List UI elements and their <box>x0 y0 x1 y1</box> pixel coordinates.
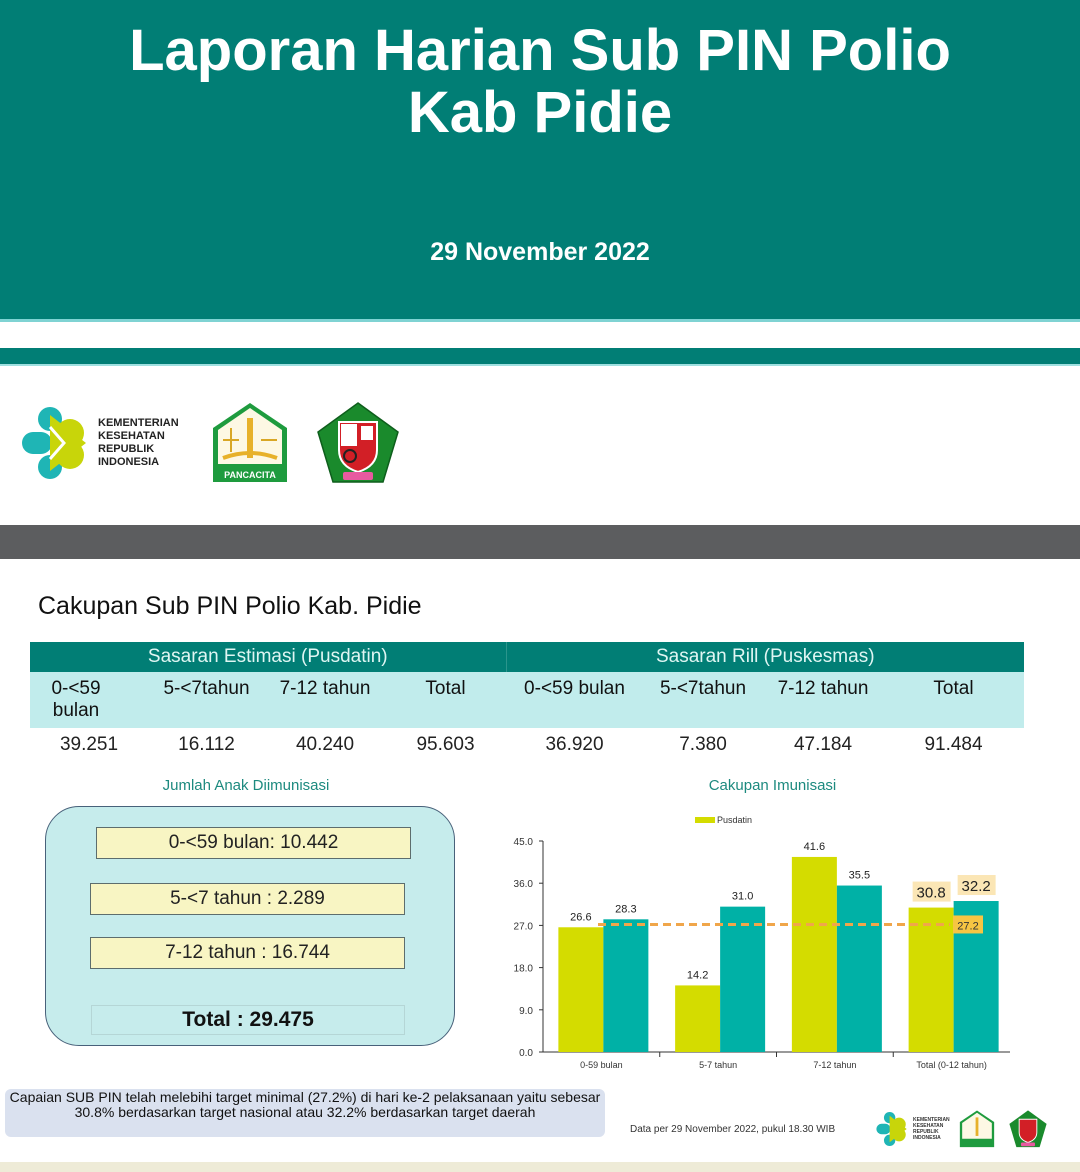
y-tick-label: 45.0 <box>513 837 533 848</box>
x-tick-label: 7-12 tahun <box>813 1060 857 1070</box>
legend-label: Pusdatin <box>717 815 753 825</box>
legend-swatch <box>695 817 715 823</box>
kemenkes-logo-icon <box>20 405 90 481</box>
divider-band <box>0 348 1080 366</box>
bar-value-label: 41.6 <box>803 840 826 853</box>
target-label: 27.2 <box>957 920 979 933</box>
kemenkes-line: KEMENTERIAN <box>913 1117 950 1123</box>
column-header: 5-<7tahun <box>643 672 763 728</box>
x-tick-label: Total (0-12 tahun) <box>916 1060 987 1070</box>
bar-value-label: 31.0 <box>731 890 754 903</box>
logo-row <box>20 398 401 488</box>
y-tick-label: 27.0 <box>513 921 533 933</box>
data-timestamp: Data per 29 November 2022, pukul 18.30 WIB <box>630 1124 836 1135</box>
pidie-crest-small-icon <box>1008 1109 1048 1149</box>
section-title: Cakupan Sub PIN Polio Kab. Pidie <box>38 592 422 620</box>
y-tick-label: 36.0 <box>513 879 533 891</box>
report-header <box>0 0 1080 322</box>
x-tick-label: 0-59 bulan <box>580 1060 623 1070</box>
bar-pusdatin <box>909 908 954 1052</box>
column-header: 5-<7tahun <box>148 672 265 728</box>
report-date: 29 November 2022 <box>430 238 650 266</box>
table-cell: 7.380 <box>679 734 727 755</box>
group-header-rill: Sasaran Rill (Puskesmas) <box>506 642 1024 672</box>
table-cell: 39.251 <box>59 734 119 755</box>
summary-note: Capaian SUB PIN telah melebihi target minimal (27.2%) di hari ke-2 pelaksanaan yaitu sebesar 30.8% berdasarkan target nasional atau 32.2% berdasarkan target daerah <box>5 1089 605 1137</box>
table-cell: 36.920 <box>545 734 604 755</box>
table-cell: 47.184 <box>793 734 853 755</box>
y-tick-label: 9.0 <box>519 1005 533 1017</box>
column-header: 0-<59 bulan <box>30 672 148 728</box>
bottom-strip <box>0 1162 1080 1172</box>
jumlah-total: Total : 29.475 <box>91 1005 405 1035</box>
kemenkes-line: REPUBLIK <box>98 443 155 455</box>
table-row <box>30 728 1024 762</box>
target-table <box>30 642 1024 762</box>
aceh-crest-label: PANCACITA <box>223 470 276 480</box>
column-header: 7-12 tahun <box>763 672 883 728</box>
bar-puskesmas <box>603 919 648 1052</box>
footer-logos <box>875 1108 1048 1150</box>
y-tick-label: 18.0 <box>513 963 533 975</box>
bar-pusdatin <box>792 857 837 1052</box>
section-divider <box>0 525 1080 559</box>
kemenkes-line: KESEHATAN <box>913 1123 944 1129</box>
jumlah-title: Jumlah Anak Diimunisasi <box>162 777 330 794</box>
bar-puskesmas <box>720 907 765 1052</box>
jumlah-panel <box>45 806 455 1046</box>
kemenkes-line: INDONESIA <box>98 456 160 468</box>
y-tick-label: 0.0 <box>519 1048 533 1059</box>
kemenkes-logo-small-icon <box>875 1111 909 1147</box>
kemenkes-line: INDONESIA <box>913 1135 941 1141</box>
jumlah-item: 0-<59 bulan: 10.442 <box>96 827 411 859</box>
chart-title: Cakupan Imunisasi <box>708 777 837 794</box>
title-line-1: Laporan Harian Sub PIN Polio <box>129 18 951 83</box>
pidie-crest-icon <box>315 400 401 486</box>
aceh-crest-icon <box>209 400 291 486</box>
jumlah-item: 7-12 tahun : 16.744 <box>90 937 405 969</box>
bar-value-label: 28.3 <box>615 903 637 916</box>
kemenkes-line: REPUBLIK <box>913 1129 939 1135</box>
x-tick-label: 5-7 tahun <box>699 1060 738 1070</box>
kemenkes-small-text <box>913 1117 958 1141</box>
group-header-estimasi: Sasaran Estimasi (Pusdatin) <box>30 642 506 672</box>
kemenkes-line: KEMENTERIAN <box>98 417 179 429</box>
aceh-crest-small-icon <box>958 1108 996 1150</box>
report-title <box>0 20 1080 144</box>
table-cell: 16.112 <box>178 734 235 755</box>
table-cell: 95.603 <box>416 734 475 755</box>
bar-value-label: 32.2 <box>961 878 991 896</box>
table-cell: 40.240 <box>295 734 355 755</box>
column-header: Total <box>883 672 1024 728</box>
kemenkes-line: KESEHATAN <box>98 430 165 442</box>
column-header: Total <box>385 672 506 728</box>
bar-value-label: 14.2 <box>686 969 709 982</box>
bar-value-label: 26.6 <box>570 911 592 924</box>
title-line-2: Kab Pidie <box>407 80 673 145</box>
kemenkes-text <box>98 417 179 469</box>
bar-value-label: 30.8 <box>916 884 946 902</box>
bar-value-label: 35.5 <box>848 869 871 882</box>
column-header: 0-<59 bulan <box>506 672 643 728</box>
table-cell: 91.484 <box>924 734 983 755</box>
coverage-bar-chart <box>490 800 1030 1080</box>
bar-pusdatin <box>675 985 720 1052</box>
bar-pusdatin <box>558 927 603 1052</box>
column-header: 7-12 tahun <box>265 672 385 728</box>
jumlah-item: 5-<7 tahun : 2.289 <box>90 883 405 915</box>
bar-puskesmas <box>837 886 882 1052</box>
